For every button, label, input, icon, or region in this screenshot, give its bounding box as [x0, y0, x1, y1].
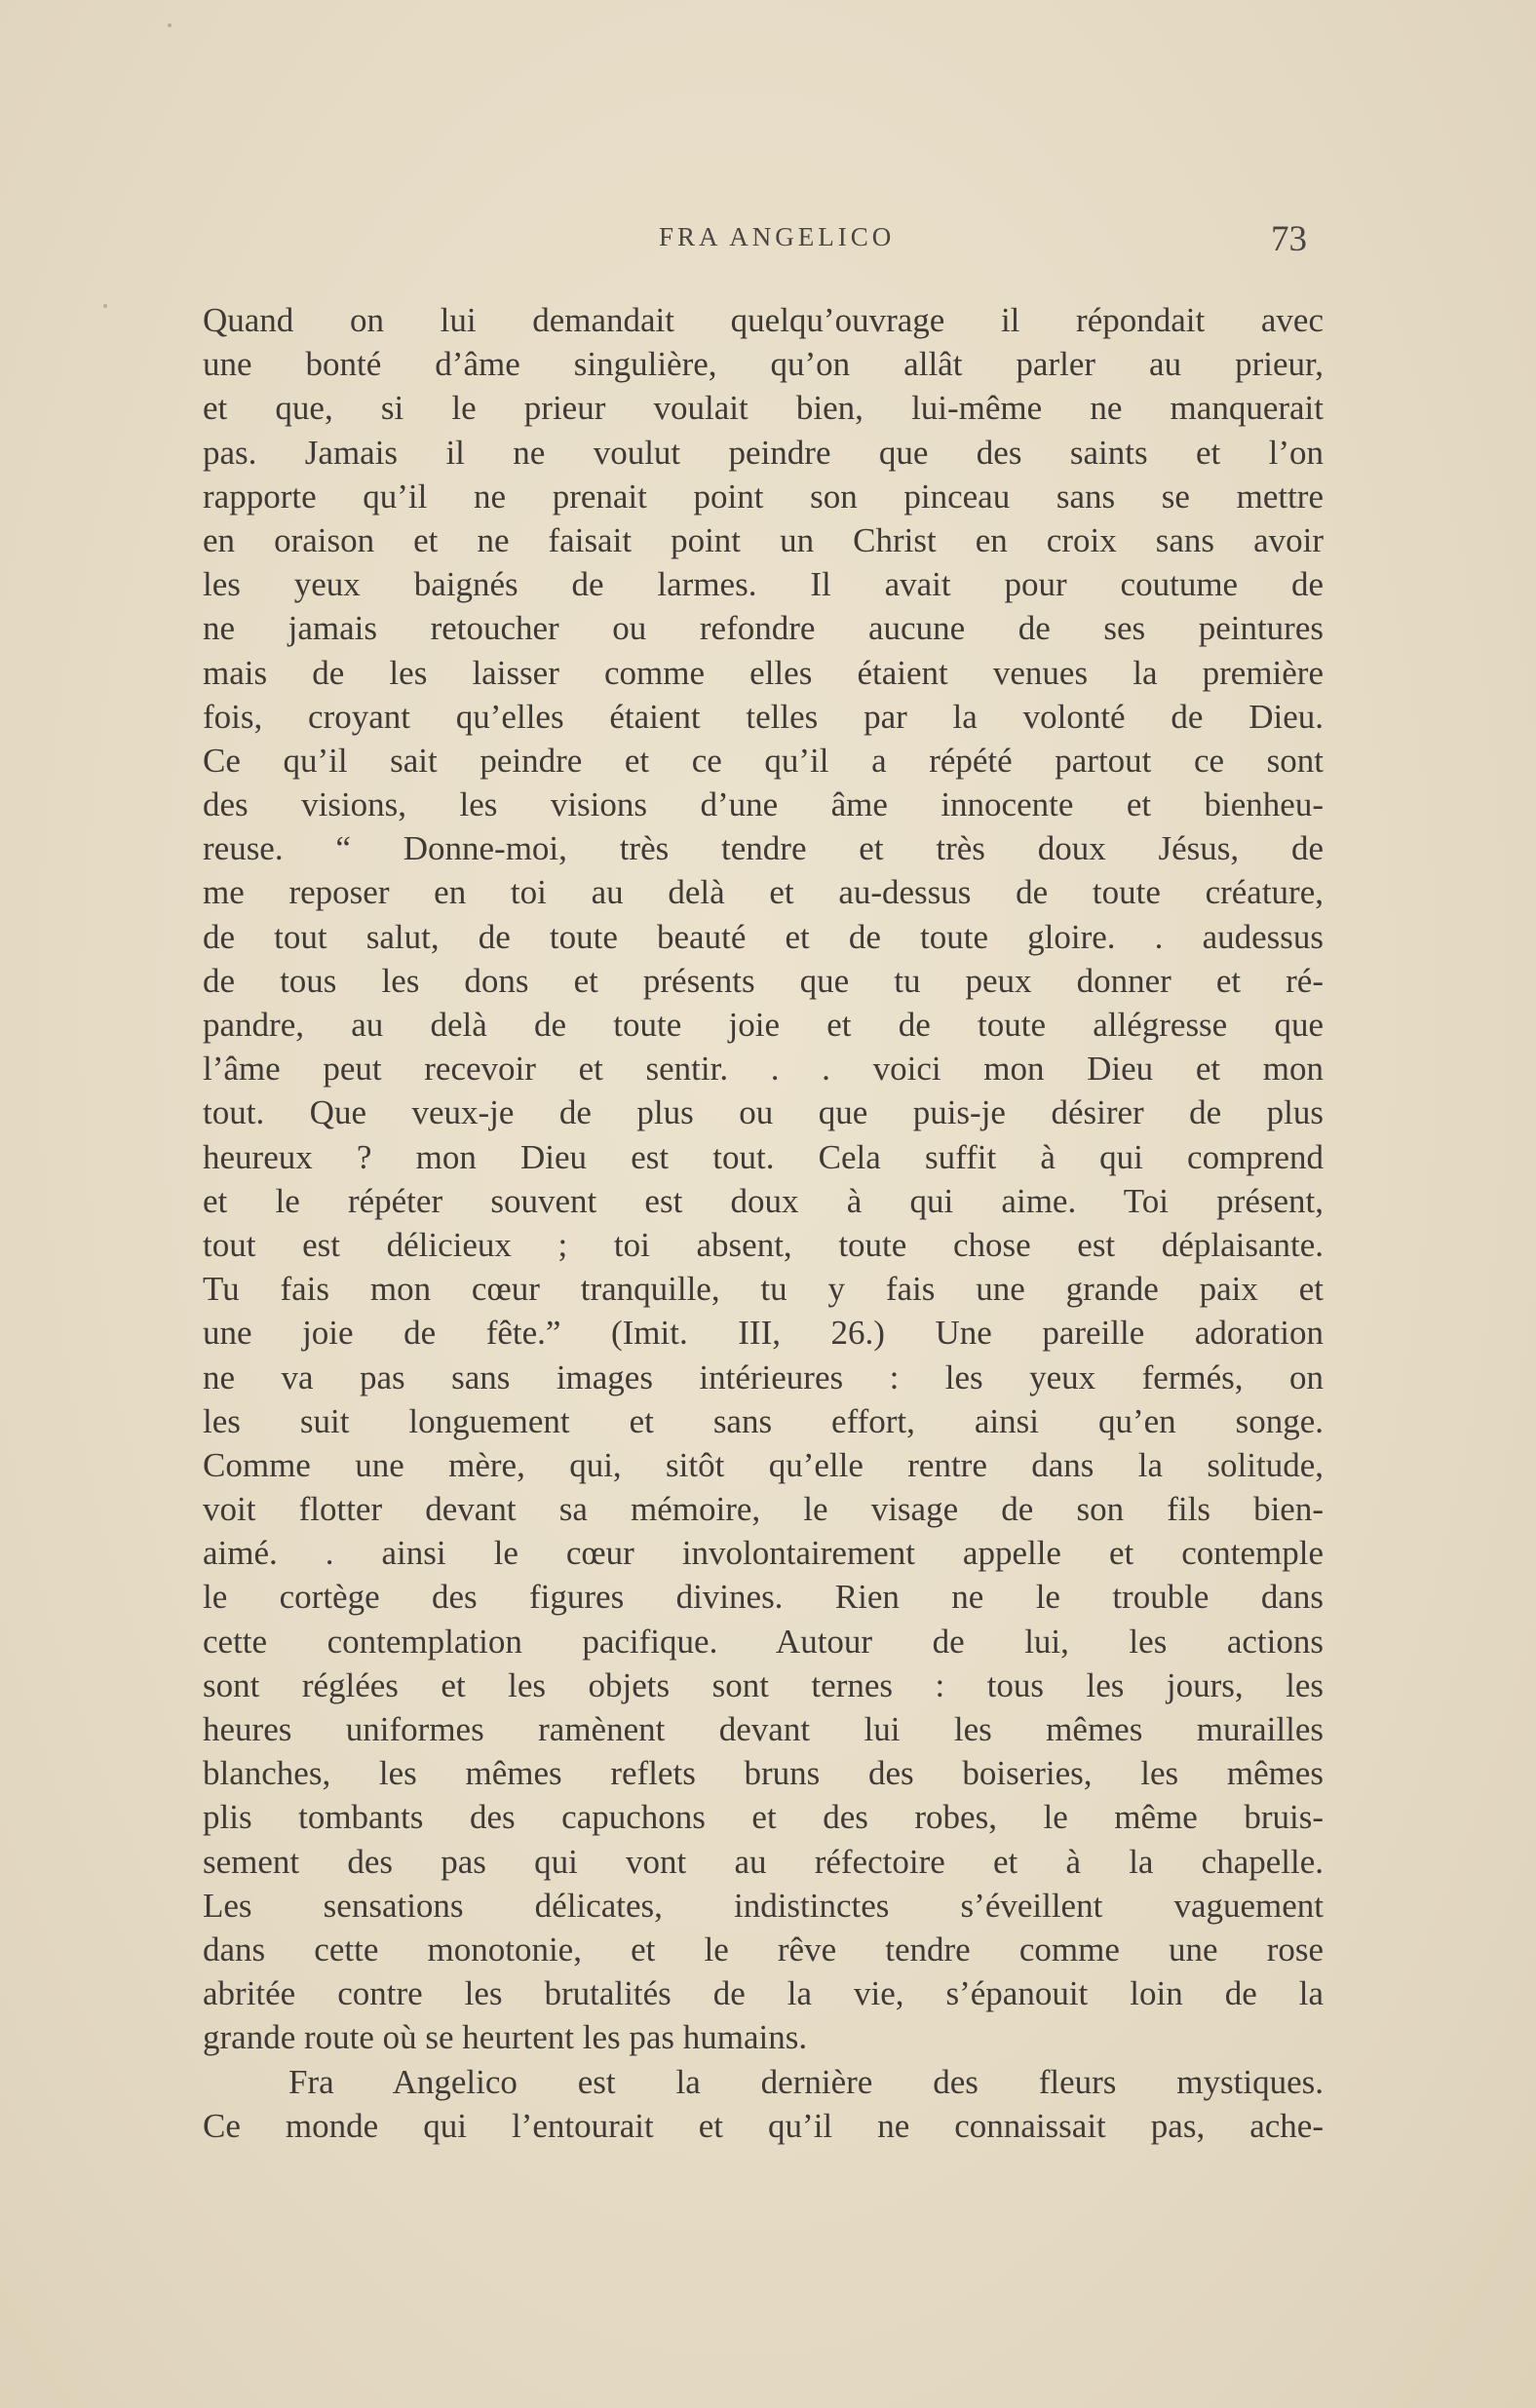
text-line: Fra Angelico est la dernière des fleurs mystiques. — [288, 2062, 1324, 2101]
text-line: Tu fais mon cœur tranquille, tu y fais une grande paix et — [203, 1270, 1324, 1309]
text-line: ne va pas sans images intérieures : les yeux fermés, on — [203, 1357, 1324, 1396]
page-number: 73 — [1271, 219, 1307, 259]
text-line: de tout salut, de toute beauté et de toute gloire. . audessus — [203, 917, 1324, 956]
text-line: me reposer en toi au delà et au-dessus de toute créature, — [203, 873, 1324, 912]
text-line: blanches, les mêmes reflets bruns des boiseries, les mêmes — [203, 1754, 1324, 1793]
text-line: abritée contre les brutalités de la vie, s’épanouit loin de la — [203, 1974, 1324, 2013]
text-line: Ce monde qui l’entourait et qu’il ne connaissait pas, ache- — [203, 2106, 1324, 2145]
text-line: des visions, les visions d’une âme innocente et bienheu- — [203, 785, 1324, 824]
text-line: Quand on lui demandait quelqu’ouvrage il répondait avec — [203, 301, 1324, 339]
text-line: plis tombants des capuchons et des robes, le même bruis- — [203, 1798, 1324, 1837]
body-text — [203, 298, 1324, 2148]
ink-speck — [103, 304, 107, 308]
text-line: et que, si le prieur voulait bien, lui-même ne manquerait — [203, 389, 1324, 428]
text-line: aimé. . ainsi le cœur involontairement appelle et contemple — [203, 1534, 1324, 1573]
text-line: une bonté d’âme singulière, qu’on allât parler au prieur, — [203, 345, 1324, 384]
text-line: ne jamais retoucher ou refondre aucune de ses peintures — [203, 609, 1324, 648]
running-title: FRA ANGELICO — [659, 222, 896, 251]
text-line: une joie de fête.” (Imit. III, 26.) Une pareille adoration — [203, 1314, 1324, 1353]
text-line: Ce qu’il sait peindre et ce qu’il a répété partout ce sont — [203, 741, 1324, 780]
text-line: et le répéter souvent est doux à qui aime. Toi présent, — [203, 1181, 1324, 1220]
text-line: sont réglées et les objets sont ternes : tous les jours, les — [203, 1665, 1324, 1704]
text-line: pandre, au delà de toute joie et de toute allégresse que — [203, 1006, 1324, 1044]
text-line: les suit longuement et sans effort, ainsi qu’en songe. — [203, 1401, 1324, 1440]
text-line: Les sensations délicates, indistinctes s’éveillent vaguement — [203, 1886, 1324, 1925]
running-header — [0, 219, 1536, 269]
text-line: tout. Que veux-je de plus ou que puis-je désirer de plus — [203, 1093, 1324, 1132]
text-line: Comme une mère, qui, sitôt qu’elle rentre dans la solitude, — [203, 1445, 1324, 1484]
text-line: mais de les laisser comme elles étaient venues la première — [203, 653, 1324, 692]
text-line: grande route où se heurtent les pas humains. — [203, 2018, 808, 2057]
text-line: dans cette monotonie, et le rêve tendre comme une rose — [203, 1930, 1324, 1968]
text-line: reuse. “ Donne-moi, très tendre et très doux Jésus, de — [203, 829, 1324, 868]
text-line: voit flotter devant sa mémoire, le visage de son fils bien- — [203, 1490, 1324, 1529]
text-line: fois, croyant qu’elles étaient telles par la volonté de Dieu. — [203, 697, 1324, 736]
text-line: tout est délicieux ; toi absent, toute chose est déplaisante. — [203, 1225, 1324, 1264]
text-line: heures uniformes ramènent devant lui les mêmes murailles — [203, 1710, 1324, 1748]
text-line: l’âme peut recevoir et sentir. . . voici mon Dieu et mon — [203, 1050, 1324, 1089]
ink-speck — [168, 23, 172, 27]
text-line: les yeux baignés de larmes. Il avait pour coutume de — [203, 565, 1324, 604]
text-line: rapporte qu’il ne prenait point son pinceau sans se mettre — [203, 477, 1324, 516]
text-line: pas. Jamais il ne voulut peindre que des saints et l’on — [203, 433, 1324, 472]
text-line: cette contemplation pacifique. Autour de lui, les actions — [203, 1622, 1324, 1661]
text-line: heureux ? mon Dieu est tout. Cela suffit à qui comprend — [203, 1137, 1324, 1176]
text-line: de tous les dons et présents que tu peux donner et ré- — [203, 961, 1324, 1000]
text-line: sement des pas qui vont au réfectoire et à la chapelle. — [203, 1842, 1324, 1881]
text-line: en oraison et ne faisait point un Christ en croix sans avoir — [203, 520, 1324, 559]
text-line: le cortège des figures divines. Rien ne le trouble dans — [203, 1578, 1324, 1617]
